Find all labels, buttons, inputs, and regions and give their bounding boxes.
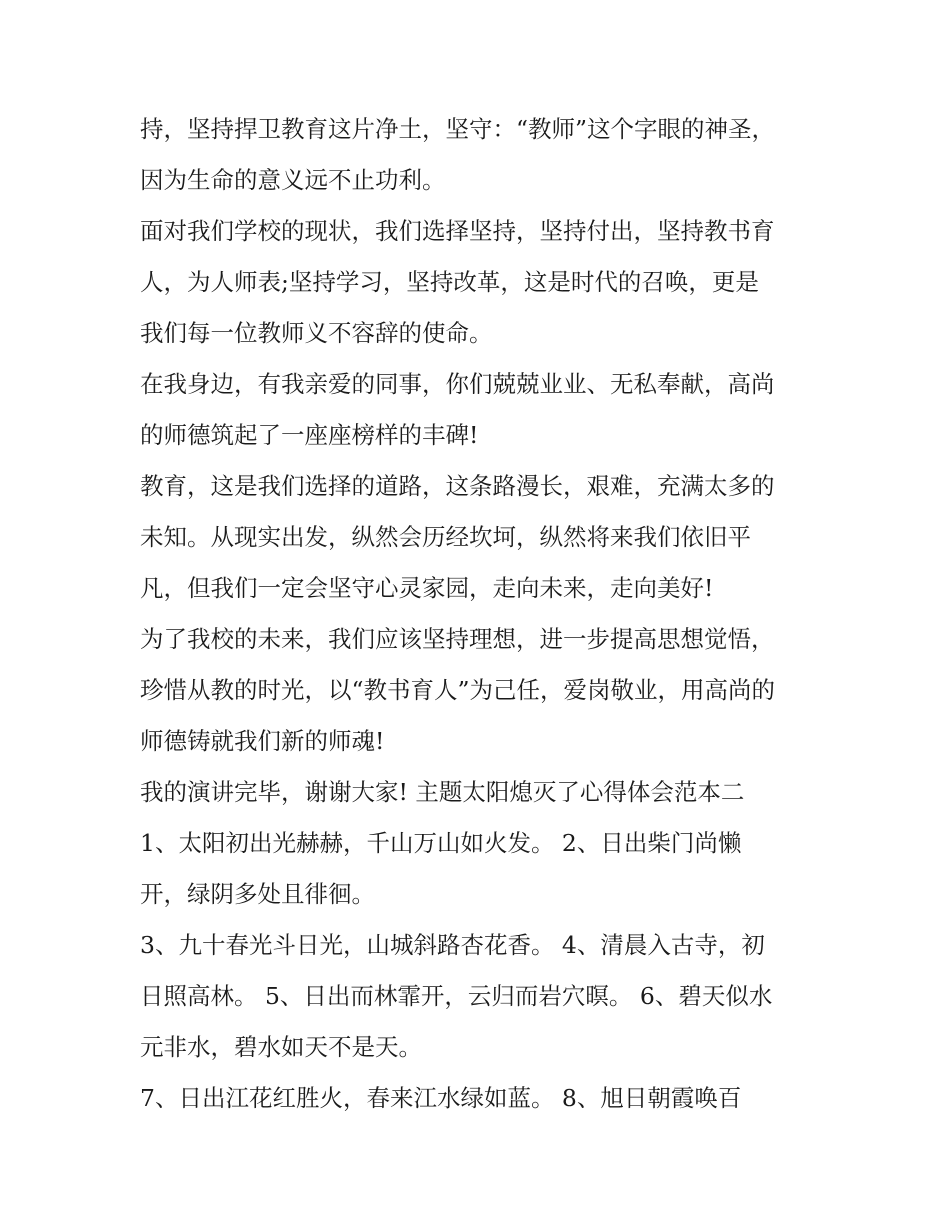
text-line: 3、九十春光斗日光，山城斜路杏花香。 4、清晨入古寺，初 (140, 931, 765, 959)
body-text (140, 104, 820, 1124)
text-line: 珍惜从教的时光，以“教书育人”为己任，爱岗敬业，用高尚的 (140, 676, 776, 704)
text-line: 持，坚持捍卫教育这片净土，坚守：“教师”这个字眼的神圣， (140, 115, 776, 143)
text-line: 的师德筑起了一座座榜样的丰碑! (140, 421, 479, 449)
text-line: 7、日出江花红胜火，春来江水绿如蓝。 8、旭日朝霞唤百 (140, 1084, 742, 1112)
text-line: 日照高林。 5、日出而林霏开，云归而岩穴暝。 6、碧天似水 (140, 982, 773, 1010)
text-line: 未知。从现实出发，纵然会历经坎坷，纵然将来我们依旧平 (140, 523, 751, 551)
text-line: 人，为人师表;坚持学习，坚持改革，这是时代的召唤，更是 (140, 268, 759, 296)
text-line: 在我身边，有我亲爱的同事，你们兢兢业业、无私奉献，高尚 (140, 370, 775, 398)
text-line: 开，绿阴多处且徘徊。 (140, 880, 375, 908)
text-line: 面对我们学校的现状，我们选择坚持，坚持付出，坚持教书育 (140, 217, 775, 245)
text-line: 因为生命的意义远不止功利。 (140, 166, 446, 194)
text-line: 1、太阳初出光赫赫，千山万山如火发。 2、日出柴门尚懒 (140, 829, 742, 857)
text-line: 我的演讲完毕，谢谢大家! 主题太阳熄灭了心得体会范本二 (140, 778, 745, 806)
text-line: 教育，这是我们选择的道路，这条路漫长，艰难，充满太多的 (140, 472, 775, 500)
text-line: 为了我校的未来，我们应该坚持理想，进一步提高思想觉悟， (140, 625, 775, 653)
text-line: 凡，但我们一定会坚守心灵家园，走向未来，走向美好! (140, 574, 714, 602)
text-line: 我们每一位教师义不容辞的使命。 (140, 319, 493, 347)
text-line: 师德铸就我们新的师魂! (140, 727, 385, 755)
text-line: 元非水，碧水如天不是天。 (140, 1033, 422, 1061)
